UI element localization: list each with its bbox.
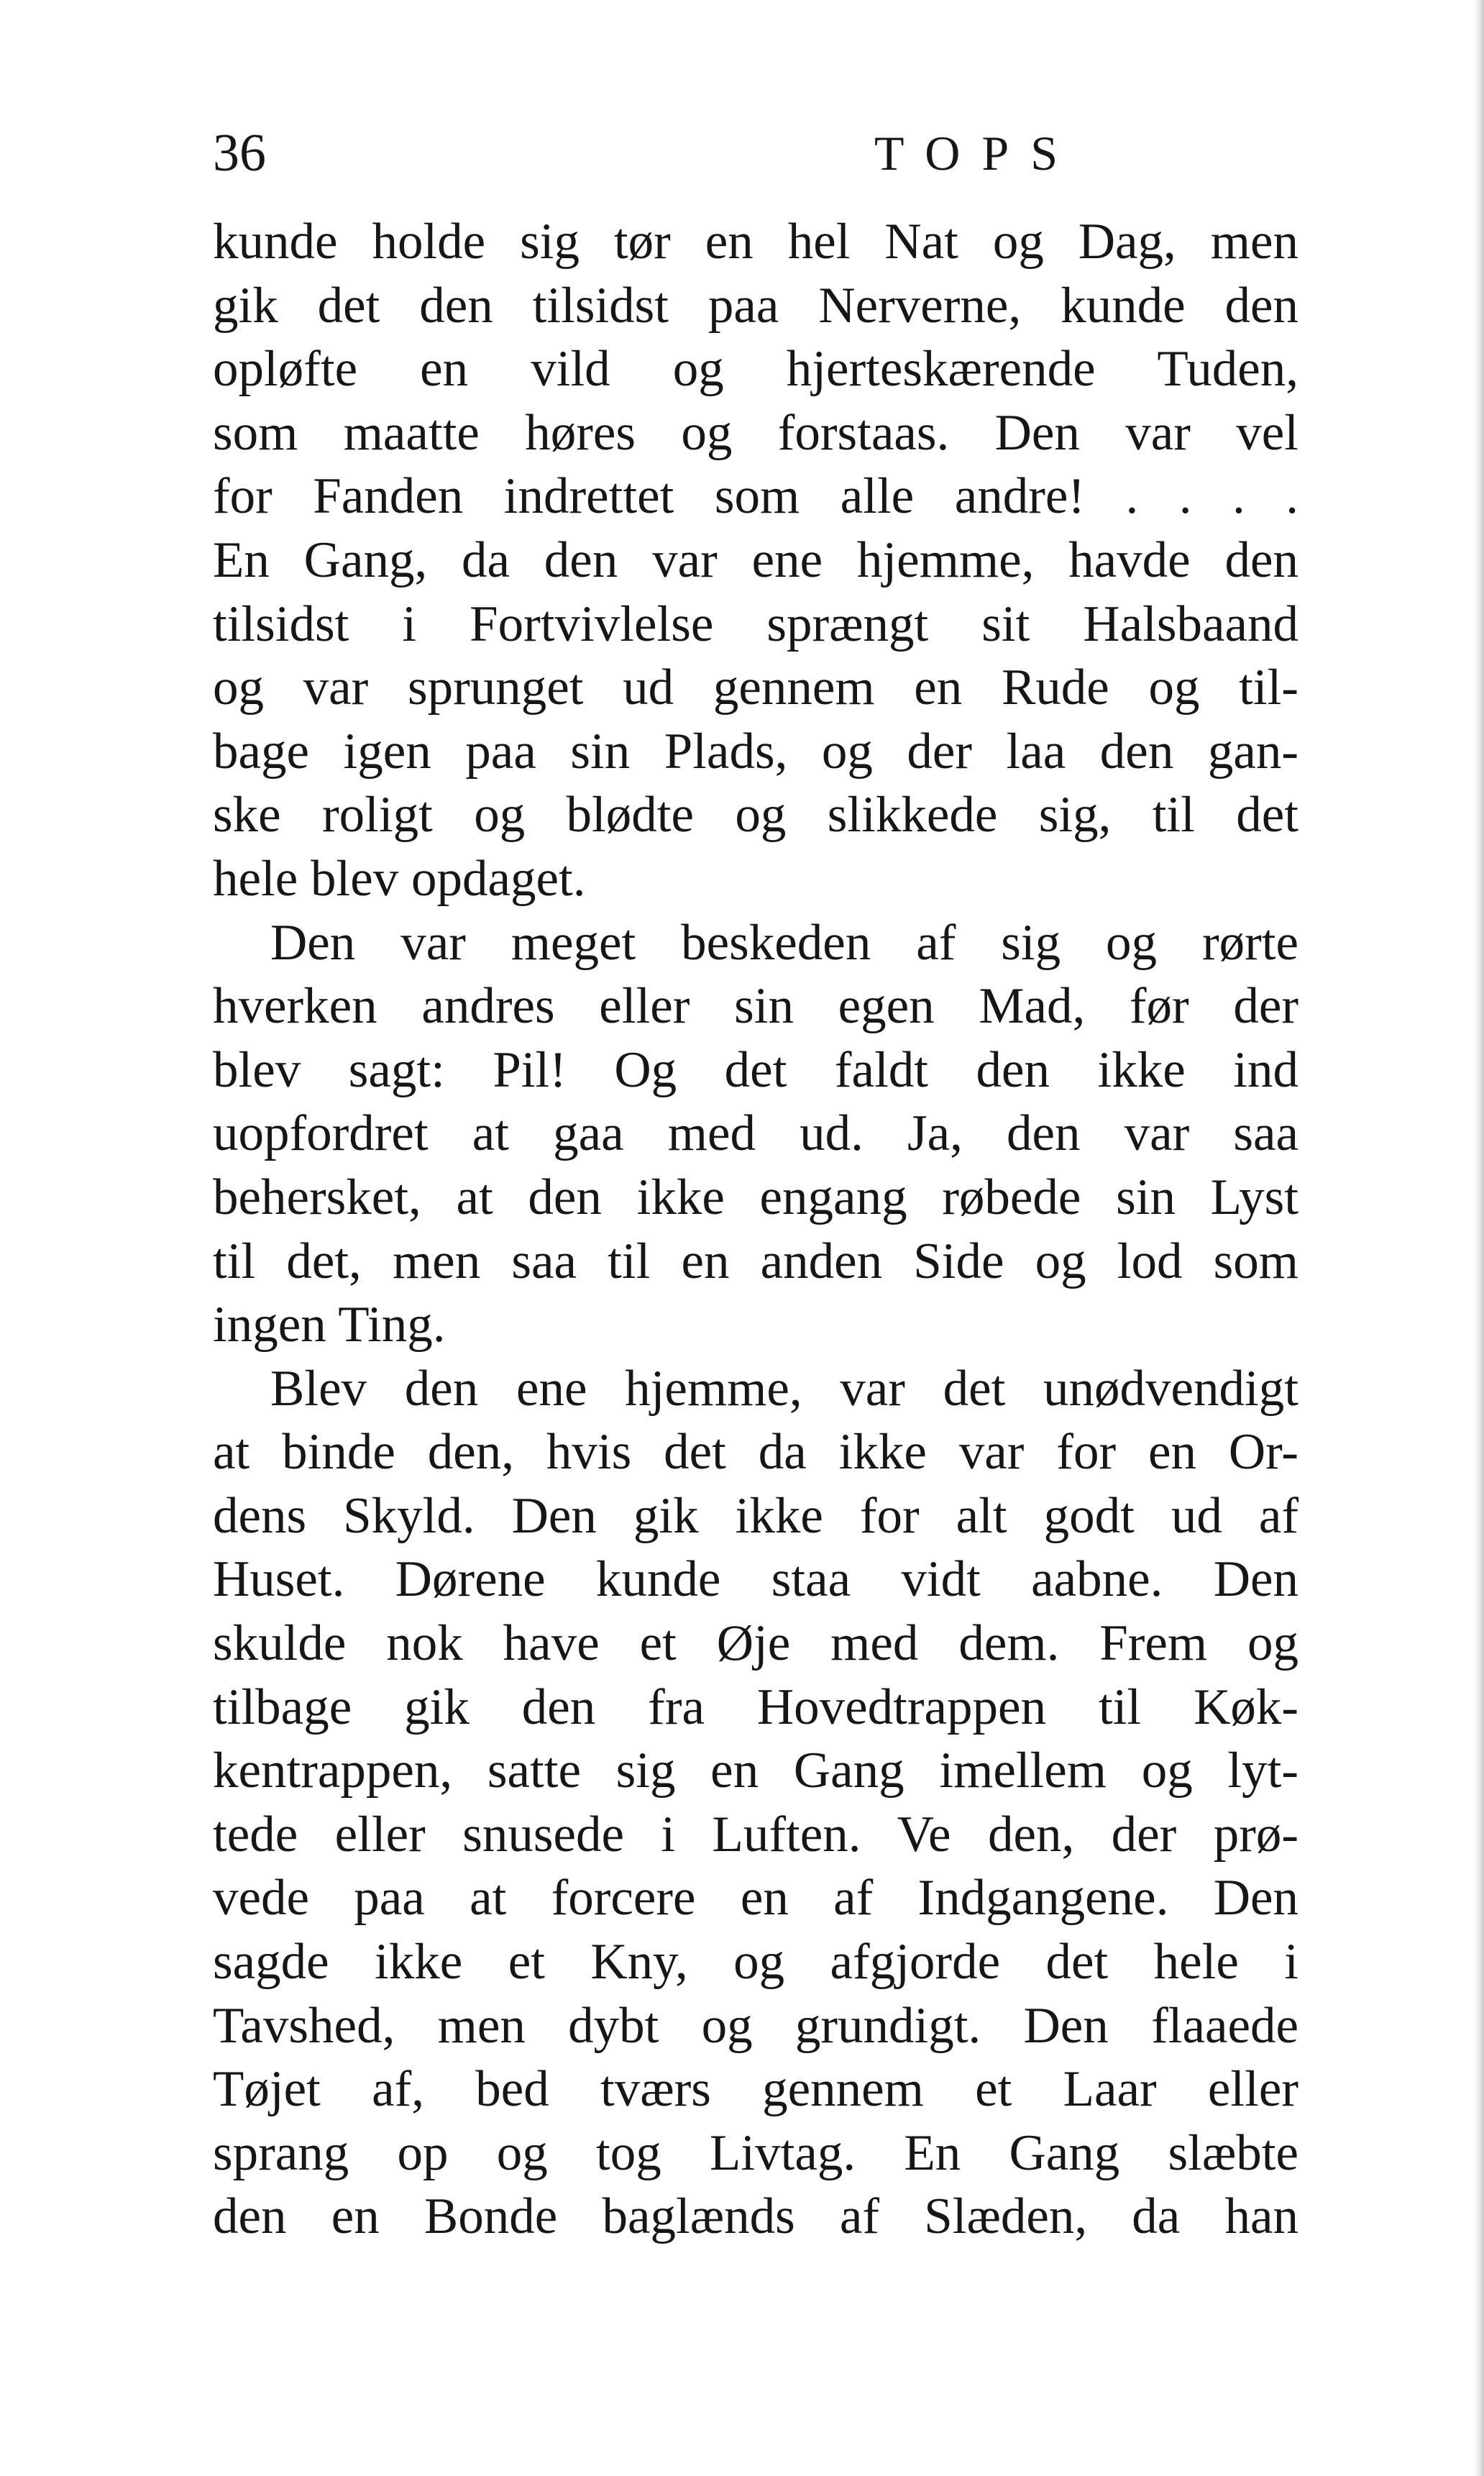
- text-line: vede paa at forcere en af Indgangene. Den: [213, 1870, 1298, 1927]
- text-line: En Gang, da den var ene hjemme, havde den: [213, 531, 1298, 588]
- text-line: for Fanden indrettet som alle andre! . . . .: [213, 468, 1298, 525]
- text-line: tede eller snusede i Luften. Ve den, der prø-: [213, 1806, 1298, 1863]
- text-line: ske roligt og blødte og slikkede sig, til det: [213, 787, 1298, 844]
- text-line: sagde ikke et Kny, og afgjorde det hele i: [213, 1934, 1298, 1991]
- text-line: opløfte en vild og hjerteskærende Tuden,: [213, 341, 1298, 398]
- text-line: kunde holde sig tør en hel Nat og Dag, men: [213, 214, 1298, 270]
- text-line: tilsidst i Fortvivlelse sprængt sit Halsbaand: [213, 595, 1298, 652]
- text-line: behersket, at den ikke engang røbede sin Lyst: [213, 1169, 1298, 1225]
- page-edge-shadow: [1474, 0, 1484, 2476]
- text-line: kentrappen, satte sig en Gang imellem og lyt-: [213, 1742, 1298, 1799]
- text-line: gik det den tilsidst paa Nerverne, kunde den: [213, 277, 1298, 334]
- text-line: hele blev opdaget.: [213, 850, 586, 907]
- text-line: hverken andres eller sin egen Mad, før der: [213, 978, 1298, 1035]
- text-line: Blev den ene hjemme, var det unødvendigt: [270, 1360, 1298, 1417]
- body-text: [213, 210, 1298, 2249]
- text-line: som maatte høres og forstaas. Den var vel: [213, 404, 1298, 461]
- text-line: at binde den, hvis det da ikke var for en Or-: [213, 1424, 1298, 1481]
- text-line: tilbage gik den fra Hovedtrappen til Køk-: [213, 1678, 1298, 1735]
- text-line: til det, men saa til en anden Side og lod som: [213, 1233, 1298, 1289]
- text-line: dens Skyld. Den gik ikke for alt godt ud af: [213, 1487, 1298, 1544]
- text-line: Tøjet af, bed tværs gennem et Laar eller: [213, 2061, 1298, 2118]
- text-line: den en Bonde baglænds af Slæden, da han: [213, 2188, 1298, 2245]
- text-line: bage igen paa sin Plads, og der laa den gan-: [213, 723, 1298, 780]
- text-line: Den var meget beskeden af sig og rørte: [270, 914, 1298, 971]
- text-line: skulde nok have et Øje med dem. Frem og: [213, 1615, 1298, 1672]
- text-line: blev sagt: Pil! Og det faldt den ikke ind: [213, 1041, 1298, 1098]
- page-header: [213, 121, 1298, 186]
- text-line: uopfordret at gaa med ud. Ja, den var saa: [213, 1105, 1298, 1162]
- text-line: Tavshed, men dybt og grundigt. Den flaaede: [213, 1997, 1298, 2054]
- page-number: 36: [213, 124, 266, 183]
- running-head: TOPS: [874, 126, 1080, 181]
- text-line: og var sprunget ud gennem en Rude og til-: [213, 659, 1298, 716]
- text-line: ingen Ting.: [213, 1297, 446, 1353]
- text-line: sprang op og tog Livtag. En Gang slæbte: [213, 2124, 1298, 2181]
- text-line: Huset. Dørene kunde staa vidt aabne. Den: [213, 1551, 1298, 1608]
